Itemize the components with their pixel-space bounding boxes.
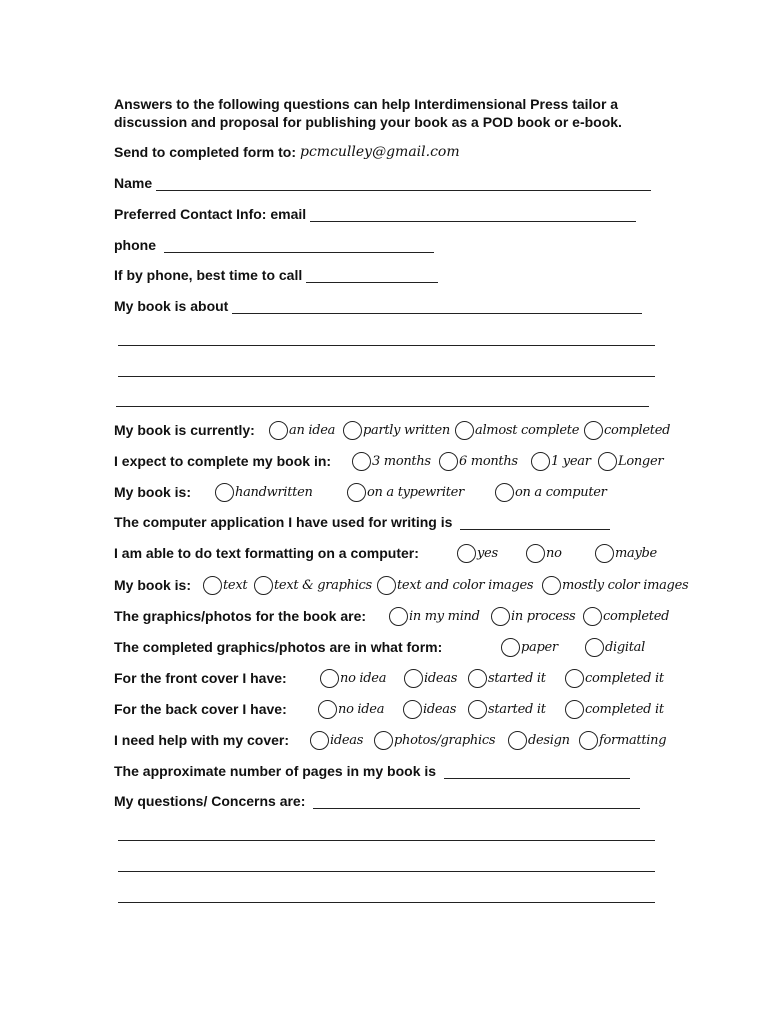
radio-circle[interactable]	[508, 731, 527, 750]
contact-label: Preferred Contact Info: email	[114, 206, 307, 222]
about-line-2[interactable]	[118, 376, 655, 377]
text-formatting-option[interactable]: maybe	[595, 543, 657, 563]
concerns-line-3[interactable]	[118, 902, 655, 903]
name-field[interactable]	[156, 176, 651, 191]
radio-circle[interactable]	[468, 700, 487, 719]
front-cover-option[interactable]: no idea	[320, 668, 386, 688]
radio-circle[interactable]	[203, 576, 222, 595]
book-content-option[interactable]: mostly color images	[542, 575, 688, 595]
radio-circle[interactable]	[318, 700, 337, 719]
radio-circle[interactable]	[343, 421, 362, 440]
graphics-form-option[interactable]: digital	[585, 637, 645, 657]
best-time-field[interactable]	[306, 268, 438, 283]
num-pages-label: The approximate number of pages in my book is	[114, 763, 437, 779]
num-pages-field[interactable]	[444, 764, 630, 779]
num-pages-row	[114, 761, 630, 781]
phone-label: phone	[114, 237, 156, 253]
radio-circle[interactable]	[269, 421, 288, 440]
currently-option[interactable]: almost complete	[455, 420, 579, 440]
graphics-form-option[interactable]: paper	[501, 637, 558, 657]
computer-app-label: The computer application I have used for writing is	[114, 514, 453, 530]
text-formatting-option[interactable]: yes	[457, 543, 498, 563]
about-label: My book is about	[114, 298, 229, 314]
radio-circle[interactable]	[495, 483, 514, 502]
radio-circle[interactable]	[526, 544, 545, 563]
cover-help-label: I need help with my cover:	[114, 732, 290, 748]
book-content-option[interactable]: text	[203, 575, 247, 595]
complete-in-option[interactable]: 6 months	[439, 451, 518, 471]
radio-circle[interactable]	[389, 607, 408, 626]
computer-app-row	[114, 512, 610, 532]
radio-circle[interactable]	[320, 669, 339, 688]
radio-circle[interactable]	[531, 452, 550, 471]
cover-help-option[interactable]: formatting	[579, 730, 666, 750]
radio-circle[interactable]	[583, 607, 602, 626]
radio-circle[interactable]	[215, 483, 234, 502]
cover-help-option[interactable]: ideas	[310, 730, 363, 750]
front-cover-option[interactable]: started it	[468, 668, 546, 688]
back-cover-option[interactable]: ideas	[403, 699, 456, 719]
concerns-row	[114, 791, 640, 811]
graphics-status-label: The graphics/photos for the book are:	[114, 608, 367, 624]
about-line-3[interactable]	[116, 406, 649, 407]
complete-in-label: I expect to complete my book in:	[114, 453, 332, 469]
complete-in-option[interactable]: 1 year	[531, 451, 591, 471]
graphics-status-option[interactable]: in process	[491, 606, 575, 626]
radio-circle[interactable]	[585, 638, 604, 657]
radio-circle[interactable]	[595, 544, 614, 563]
best-time-label: If by phone, best time to call	[114, 267, 303, 283]
book-medium-option[interactable]: handwritten	[215, 482, 313, 502]
about-field[interactable]	[232, 299, 642, 314]
contact-row	[114, 204, 636, 224]
book-content-option[interactable]: text & graphics	[254, 575, 372, 595]
text-formatting-option[interactable]: no	[526, 543, 562, 563]
radio-circle[interactable]	[565, 700, 584, 719]
radio-circle[interactable]	[455, 421, 474, 440]
cover-help-row	[0, 730, 770, 750]
back-cover-option[interactable]: started it	[468, 699, 546, 719]
name-row	[114, 173, 651, 193]
front-cover-label: For the front cover I have:	[114, 670, 287, 686]
concerns-line-2[interactable]	[118, 871, 655, 872]
graphics-form-row	[0, 637, 770, 657]
radio-circle[interactable]	[501, 638, 520, 657]
graphics-form-label: The completed graphics/photos are in what form:	[114, 639, 443, 655]
radio-circle[interactable]	[439, 452, 458, 471]
text-formatting-row	[0, 543, 770, 563]
radio-circle[interactable]	[377, 576, 396, 595]
send-to-label: Send to completed form to:	[114, 144, 296, 160]
radio-circle[interactable]	[542, 576, 561, 595]
phone-field[interactable]	[164, 238, 434, 253]
radio-circle[interactable]	[374, 731, 393, 750]
graphics-status-option[interactable]: completed	[583, 606, 669, 626]
radio-circle[interactable]	[579, 731, 598, 750]
back-cover-option[interactable]: completed it	[565, 699, 664, 719]
back-cover-row	[0, 699, 770, 719]
front-cover-option[interactable]: ideas	[404, 668, 457, 688]
about-row	[114, 296, 642, 316]
concerns-field[interactable]	[313, 794, 640, 809]
radio-circle[interactable]	[584, 421, 603, 440]
complete-in-option[interactable]: Longer	[598, 451, 663, 471]
book-content-option[interactable]: text and color images	[377, 575, 533, 595]
back-cover-label: For the back cover I have:	[114, 701, 287, 717]
front-cover-option[interactable]: completed it	[565, 668, 664, 688]
about-line-1[interactable]	[118, 345, 655, 346]
book-medium-row	[0, 482, 770, 502]
currently-row	[0, 420, 770, 440]
email-field[interactable]	[310, 207, 636, 222]
book-medium-label: My book is:	[114, 484, 192, 500]
book-medium-option[interactable]: on a typewriter	[347, 482, 464, 502]
graphics-status-row	[0, 606, 770, 626]
cover-help-option[interactable]: design	[508, 730, 570, 750]
radio-circle[interactable]	[491, 607, 510, 626]
complete-in-row	[0, 451, 770, 471]
send-to-row	[114, 142, 460, 162]
radio-circle[interactable]	[254, 576, 273, 595]
radio-circle[interactable]	[565, 669, 584, 688]
best-time-row	[114, 265, 438, 285]
currently-option[interactable]: partly written	[343, 420, 450, 440]
name-label: Name	[114, 175, 153, 191]
book-medium-option[interactable]: on a computer	[495, 482, 607, 502]
front-cover-row	[0, 668, 770, 688]
text-formatting-label: I am able to do text formatting on a computer:	[114, 545, 419, 561]
concerns-label: My questions/ Concerns are:	[114, 793, 306, 809]
send-to-email: pcmculley@gmail.com	[300, 144, 460, 160]
intro-text: Answers to the following questions can help Interdimensional Press tailor a discussion and proposal for publishing your book as a POD book or e-book.	[114, 96, 622, 130]
radio-circle[interactable]	[468, 669, 487, 688]
book-content-row	[0, 575, 770, 595]
phone-row	[114, 235, 434, 255]
radio-circle[interactable]	[310, 731, 329, 750]
currently-option[interactable]: completed	[584, 420, 670, 440]
currently-label: My book is currently:	[114, 422, 255, 438]
radio-circle[interactable]	[457, 544, 476, 563]
complete-in-option[interactable]: 3 months	[352, 451, 431, 471]
concerns-line-1[interactable]	[118, 840, 655, 841]
graphics-status-option[interactable]: in my mind	[389, 606, 480, 626]
radio-circle[interactable]	[404, 669, 423, 688]
radio-circle[interactable]	[352, 452, 371, 471]
book-content-label: My book is:	[114, 577, 192, 593]
cover-help-option[interactable]: photos/graphics	[374, 730, 495, 750]
back-cover-option[interactable]: no idea	[318, 699, 384, 719]
currently-option[interactable]: an idea	[269, 420, 335, 440]
radio-circle[interactable]	[403, 700, 422, 719]
computer-app-field[interactable]	[460, 515, 610, 530]
radio-circle[interactable]	[347, 483, 366, 502]
radio-circle[interactable]	[598, 452, 617, 471]
